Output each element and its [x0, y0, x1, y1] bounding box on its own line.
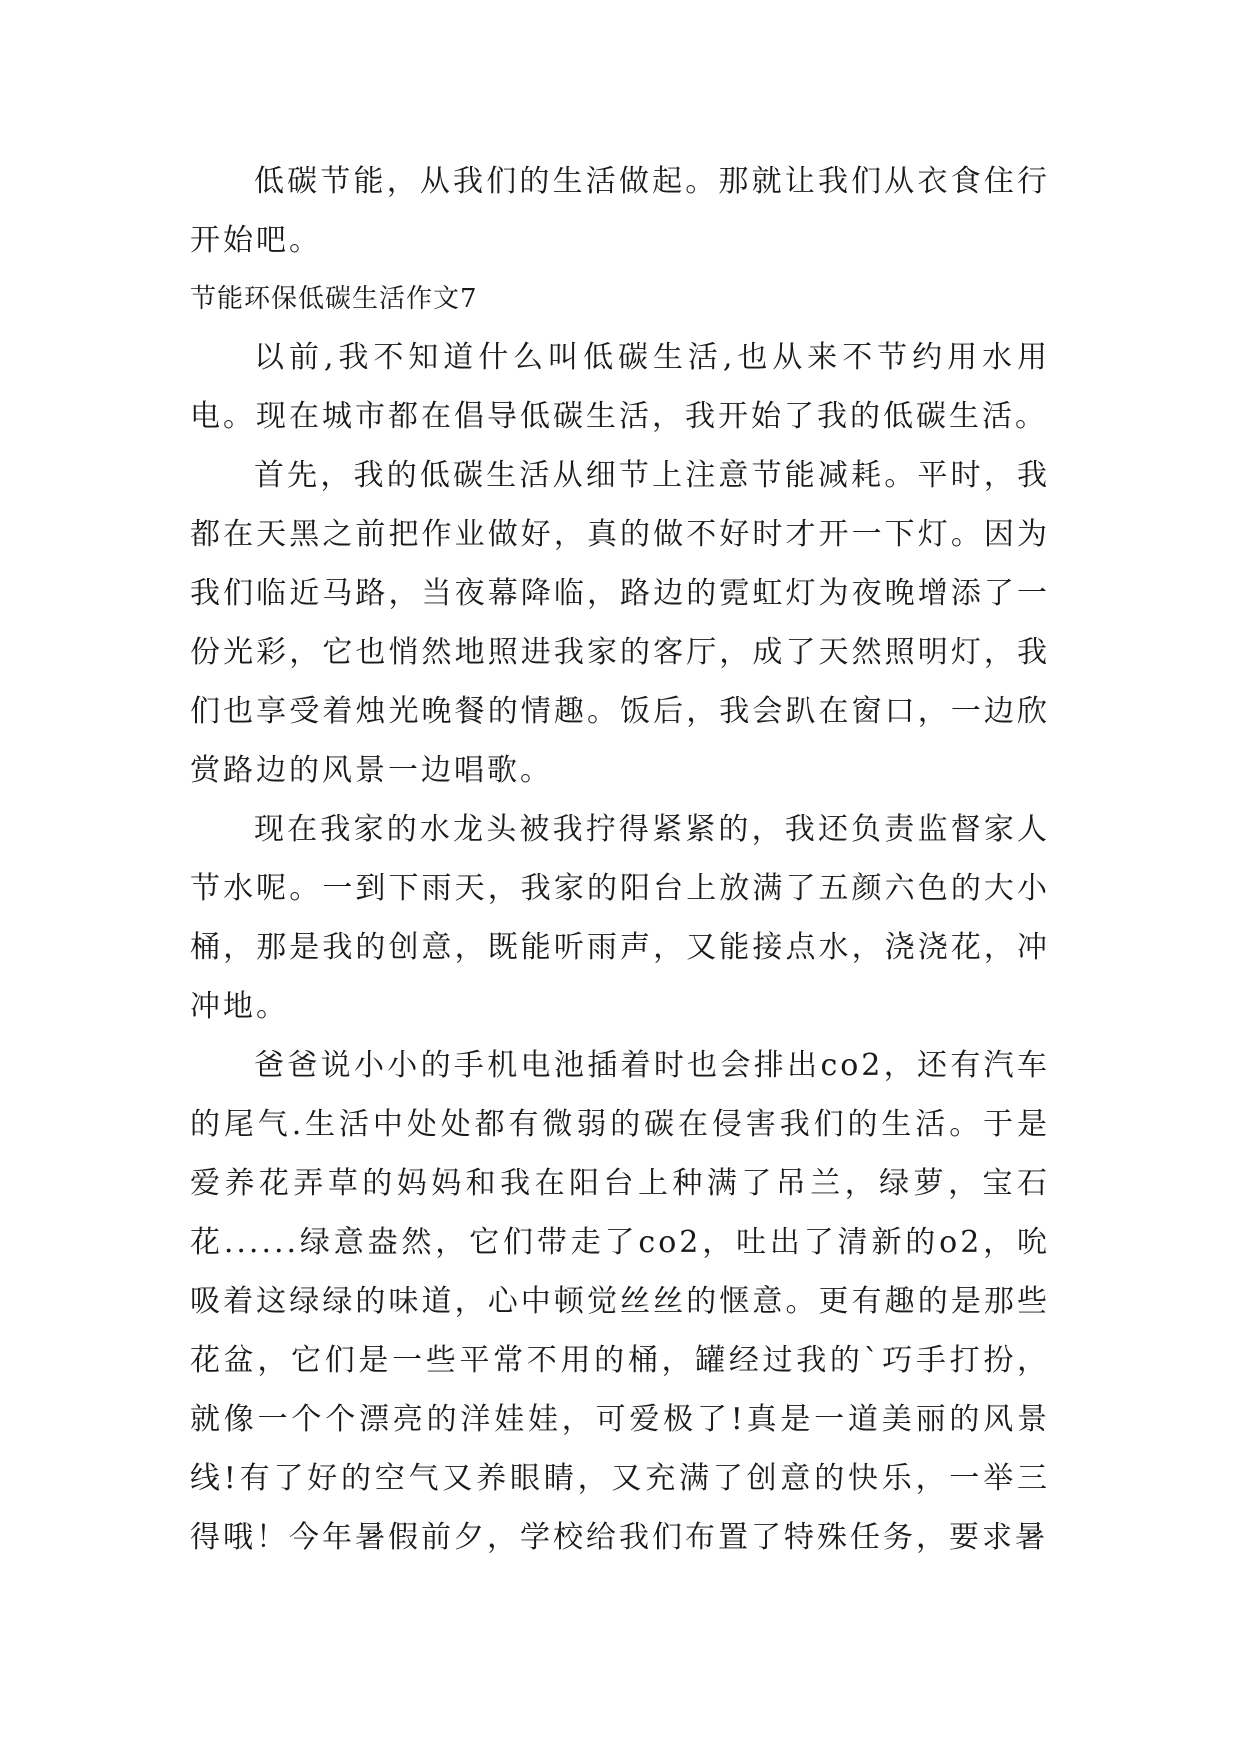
- document-body: [190, 152, 1050, 1567]
- section-heading: 节能环保低碳生活作文7: [190, 284, 478, 314]
- paragraph-intro: 低碳节能，从我们的生活做起。那就让我们从衣食住行开始吧。: [190, 164, 1050, 258]
- paragraph-water: 现在我家的水龙头被我拧得紧紧的，我还负责监督家人节水呢。一到下雨天，我家的阳台上放满了五颜六色的大小桶，那是我的创意，既能听雨声，又能接点水，浇浇花，冲冲地。: [190, 812, 1050, 1024]
- paragraph-plants: 爸爸说小小的手机电池插着时也会排出co2，还有汽车的尾气.生活中处处都有微弱的碳在侵害我们的生活。于是爱养花弄草的妈妈和我在阳台上种满了吊兰，绿萝，宝石花......绿意盎然，它们带走了co2，吐出了清新的o2，吮吸着这绿绿的味道，心中顿觉丝丝的惬意。更有趣的是那些花盆，它们是一些平常不用的桶，罐经过我的`巧手打扮，就像一个个漂亮的洋娃娃，可爱极了!真是一道美丽的风景线!有了好的空气又养眼睛，又充满了创意的快乐，一举三得哦！今年暑假前夕，学校给我们布置了特殊任务，要求暑: [190, 1048, 1050, 1555]
- paragraph-before: 以前,我不知道什么叫低碳生活,也从来不节约用水用电。现在城市都在倡导低碳生活，我开始了我的低碳生活。: [190, 340, 1050, 434]
- paragraph-details: 首先，我的低碳生活从细节上注意节能减耗。平时，我都在天黑之前把作业做好，真的做不好时才开一下灯。因为我们临近马路，当夜幕降临，路边的霓虹灯为夜晚增添了一份光彩，它也悄然地照进我家的客厅，成了天然照明灯，我们也享受着烛光晚餐的情趣。饭后，我会趴在窗口，一边欣赏路边的风景一边唱歌。: [190, 458, 1050, 788]
